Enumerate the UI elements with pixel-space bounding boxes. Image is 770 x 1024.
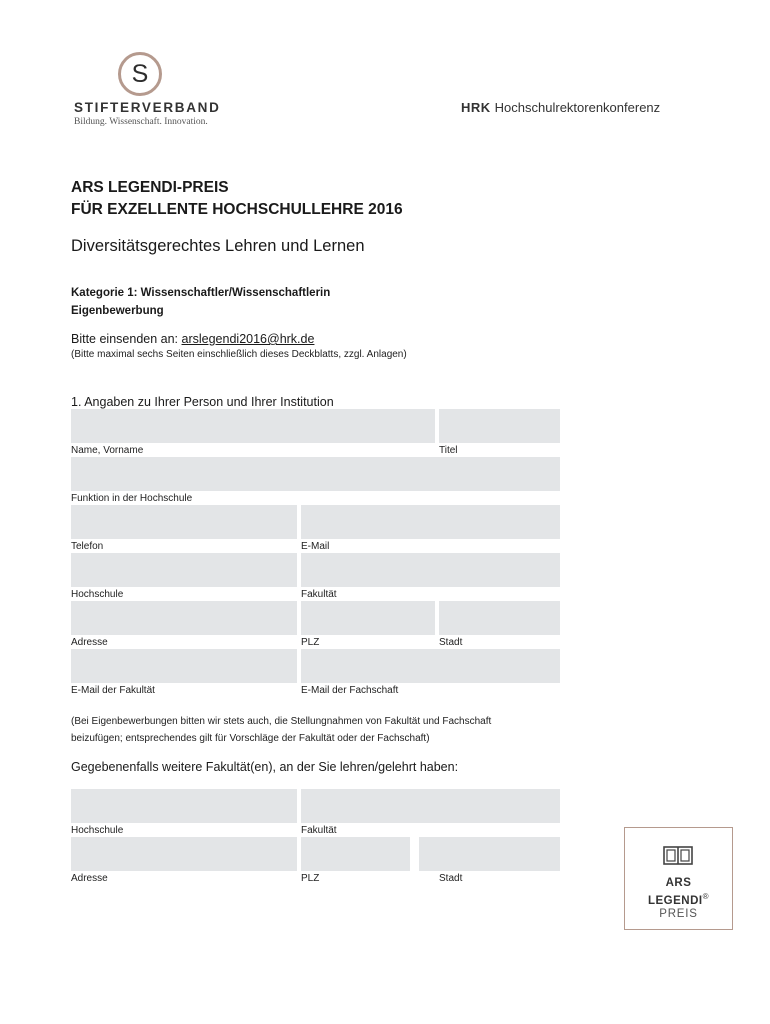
email-fachschaft-field[interactable] [301,649,560,683]
fakultaet-label: Fakultät [301,589,337,600]
document-title [71,177,403,221]
title-line-1: ARS LEGENDI-PREIS [71,179,229,196]
category [71,284,330,320]
plz-field[interactable] [301,601,435,635]
email-fachschaft-label: E-Mail der Fachschaft [301,685,399,696]
ars-legendi-badge [624,827,733,930]
hrk-name: Hochschulrektorenkonferenz [494,100,661,115]
further-hochschule-label: Hochschule [71,825,124,836]
send-prefix: Bitte einsenden an: [71,332,179,346]
further-adresse-field[interactable] [71,837,297,871]
stifterverband-name: STIFTERVERBAND [74,100,221,115]
titel-field[interactable] [439,409,560,443]
further-plz-label: PLZ [301,873,320,884]
title-line-2: FÜR EXZELLENTE HOCHSCHULLEHRE 2016 [71,201,403,218]
hochschule-label: Hochschule [71,589,124,600]
further-plz-field[interactable] [301,837,410,871]
stadt-field[interactable] [439,601,560,635]
further-fakultaet-label: Fakultät [301,825,337,836]
registered-mark: ® [702,892,710,901]
stifterverband-tagline: Bildung. Wissenschaft. Innovation. [74,117,208,127]
fakultaet-field[interactable] [301,553,560,587]
adresse-field[interactable] [71,601,297,635]
stifterverband-logo-letter: S [131,59,149,88]
stifterverband-logo-icon [118,52,162,96]
badge-line-1: ARS [665,877,692,889]
category-line-1: Kategorie 1: Wissenschaftler/Wissenschaftlerin [71,287,331,299]
plz-label: PLZ [301,637,320,648]
email-label: E-Mail [301,541,330,552]
further-hochschule-field[interactable] [71,789,297,823]
email-field[interactable] [301,505,560,539]
name-label: Name, Vorname [71,445,144,456]
further-stadt-field[interactable] [419,837,560,871]
note-line-2: beizufügen; entsprechendes gilt für Vorschläge der Fakultät oder der Fachschaft) [71,733,430,744]
funktion-label: Funktion in der Hochschule [71,493,193,504]
send-note: (Bitte maximal sechs Seiten einschließlich dieses Deckblatts, zzgl. Anlagen) [71,349,407,360]
adresse-label: Adresse [71,637,108,648]
category-line-2: Eigenbewerbung [71,305,164,317]
titel-label: Titel [439,445,458,456]
document-subtitle: Diversitätsgerechtes Lehren und Lernen [71,237,365,255]
note-line-1: (Bei Eigenbewerbungen bitten wir stets auch, die Stellungnahmen von Fakultät und Fachschaft [71,716,492,727]
telefon-label: Telefon [71,541,104,552]
telefon-field[interactable] [71,505,297,539]
send-instruction [71,332,314,346]
attachment-note [71,713,491,747]
book-icon [663,846,693,865]
hrk-logo [461,100,660,115]
hrk-abbr: HRK [461,100,491,115]
further-fakultaet-field[interactable] [301,789,560,823]
further-adresse-label: Adresse [71,873,108,884]
hochschule-field[interactable] [71,553,297,587]
further-faculties-heading: Gegebenenfalls weitere Fakultät(en), an der Sie lehren/gelehrt haben: [71,760,459,774]
badge-line-2: LEGENDI [647,894,703,907]
send-email-link[interactable]: arslegendi2016@hrk.de [181,332,315,346]
badge-line-2-wrap [625,892,732,907]
section-1-heading: 1. Angaben zu Ihrer Person und Ihrer Institution [71,395,334,409]
badge-line-3: PREIS [659,908,698,920]
email-fakultaet-label: E-Mail der Fakultät [71,685,155,696]
email-fakultaet-field[interactable] [71,649,297,683]
name-field[interactable] [71,409,435,443]
further-stadt-label: Stadt [439,873,463,884]
funktion-field[interactable] [71,457,560,491]
stadt-label: Stadt [439,637,463,648]
